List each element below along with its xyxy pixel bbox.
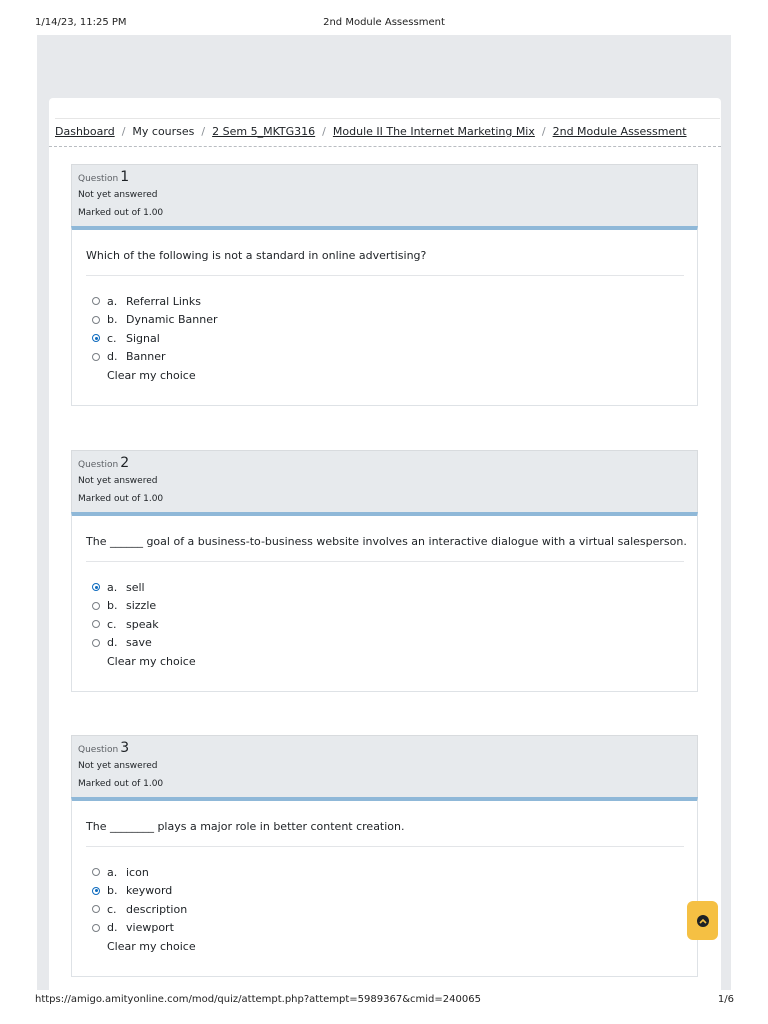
question-number: 2 (120, 455, 130, 471)
answer-option-a[interactable]: a. Referral Links (92, 292, 218, 311)
answer-list (92, 578, 159, 652)
radio-button-selected[interactable] (92, 887, 100, 895)
answer-text: viewport (126, 921, 174, 935)
breadcrumb-module[interactable]: Module II The Internet Marketing Mix (332, 124, 535, 138)
question-divider (86, 846, 684, 847)
answer-list (92, 863, 187, 937)
scroll-to-top-button[interactable] (687, 901, 718, 940)
question-state: Not yet answered (78, 190, 158, 200)
breadcrumb-separator: / (541, 124, 546, 138)
question-body-3 (71, 797, 698, 977)
answer-option-b[interactable]: b. Dynamic Banner (92, 311, 218, 330)
print-datetime: 1/14/23, 11:25 PM (35, 17, 127, 28)
question-label: Question (78, 460, 119, 470)
question-info-1 (71, 164, 698, 226)
radio-button-selected[interactable] (92, 583, 100, 591)
print-footer (0, 994, 768, 1008)
radio-button[interactable] (92, 868, 100, 876)
print-url: https://amigo.amityonline.com/mod/quiz/attempt.php?attempt=5989367&cmid=240065 (35, 994, 481, 1005)
breadcrumb-my-courses: My courses (132, 124, 195, 138)
breadcrumb-separator: / (121, 124, 126, 138)
answer-option-b[interactable]: b. sizzle (92, 597, 159, 616)
question-text: The ________ plays a major role in better content creation. (86, 820, 405, 833)
radio-button[interactable] (92, 620, 100, 628)
breadcrumb-separator: / (201, 124, 206, 138)
answer-option-d[interactable]: d. save (92, 634, 159, 653)
clear-choice-link[interactable]: Clear my choice (107, 369, 196, 382)
question-divider (86, 561, 684, 562)
chevron-up-icon (697, 915, 709, 927)
breadcrumb-dashboard[interactable]: Dashboard (55, 124, 115, 138)
answer-text: Banner (126, 350, 166, 364)
answer-option-d[interactable]: d. Banner (92, 348, 218, 367)
radio-button[interactable] (92, 602, 100, 610)
question-grade: Marked out of 1.00 (78, 494, 164, 504)
answer-text: speak (126, 617, 159, 631)
radio-button[interactable] (92, 639, 100, 647)
answer-option-b[interactable]: b. keyword (92, 882, 187, 901)
answer-list (92, 292, 218, 366)
answer-text: Dynamic Banner (126, 313, 218, 327)
answer-text: Referral Links (126, 294, 201, 308)
answer-text: sizzle (126, 599, 157, 613)
question-text: The ______ goal of a business-to-business website involves an interactive dialogue with a virtual salesperson. (86, 535, 687, 548)
question-number: 3 (120, 740, 130, 756)
print-title: 2nd Module Assessment (323, 17, 445, 28)
radio-button[interactable] (92, 353, 100, 361)
question-info-3 (71, 735, 698, 797)
answer-option-c[interactable]: c. description (92, 900, 187, 919)
answer-text: Signal (126, 331, 160, 345)
breadcrumb-divider (49, 146, 721, 147)
answer-option-a[interactable]: a. sell (92, 578, 159, 597)
radio-button[interactable] (92, 905, 100, 913)
breadcrumb-assessment[interactable]: 2nd Module Assessment (552, 124, 687, 138)
question-text: Which of the following is not a standard in online advertising? (86, 249, 427, 262)
breadcrumb-course[interactable]: 2 Sem 5_MKTG316 (212, 124, 316, 138)
answer-text: keyword (126, 884, 173, 898)
question-label: Question (78, 745, 119, 755)
page-number: 1/6 (717, 994, 734, 1005)
question-info-2 (71, 450, 698, 512)
radio-button[interactable] (92, 297, 100, 305)
answer-text: save (126, 636, 152, 650)
answer-text: sell (126, 580, 145, 594)
breadcrumb (55, 118, 720, 143)
question-grade: Marked out of 1.00 (78, 208, 164, 218)
answer-option-d[interactable]: d. viewport (92, 919, 187, 938)
question-number: 1 (120, 169, 130, 185)
clear-choice-link[interactable]: Clear my choice (107, 940, 196, 953)
answer-text: description (126, 902, 188, 916)
radio-button-selected[interactable] (92, 334, 100, 342)
answer-option-c[interactable]: c. speak (92, 615, 159, 634)
question-divider (86, 275, 684, 276)
answer-option-a[interactable]: a. icon (92, 863, 187, 882)
breadcrumb-separator: / (322, 124, 326, 138)
question-body-1 (71, 226, 698, 406)
radio-button[interactable] (92, 924, 100, 932)
question-grade: Marked out of 1.00 (78, 779, 164, 789)
question-state: Not yet answered (78, 476, 158, 486)
radio-button[interactable] (92, 316, 100, 324)
question-body-2 (71, 512, 698, 692)
clear-choice-link[interactable]: Clear my choice (107, 655, 196, 668)
answer-text: icon (126, 865, 149, 879)
question-state: Not yet answered (78, 761, 158, 771)
answer-option-c[interactable]: c. Signal (92, 329, 218, 348)
print-header (0, 17, 768, 31)
question-label: Question (78, 174, 119, 184)
